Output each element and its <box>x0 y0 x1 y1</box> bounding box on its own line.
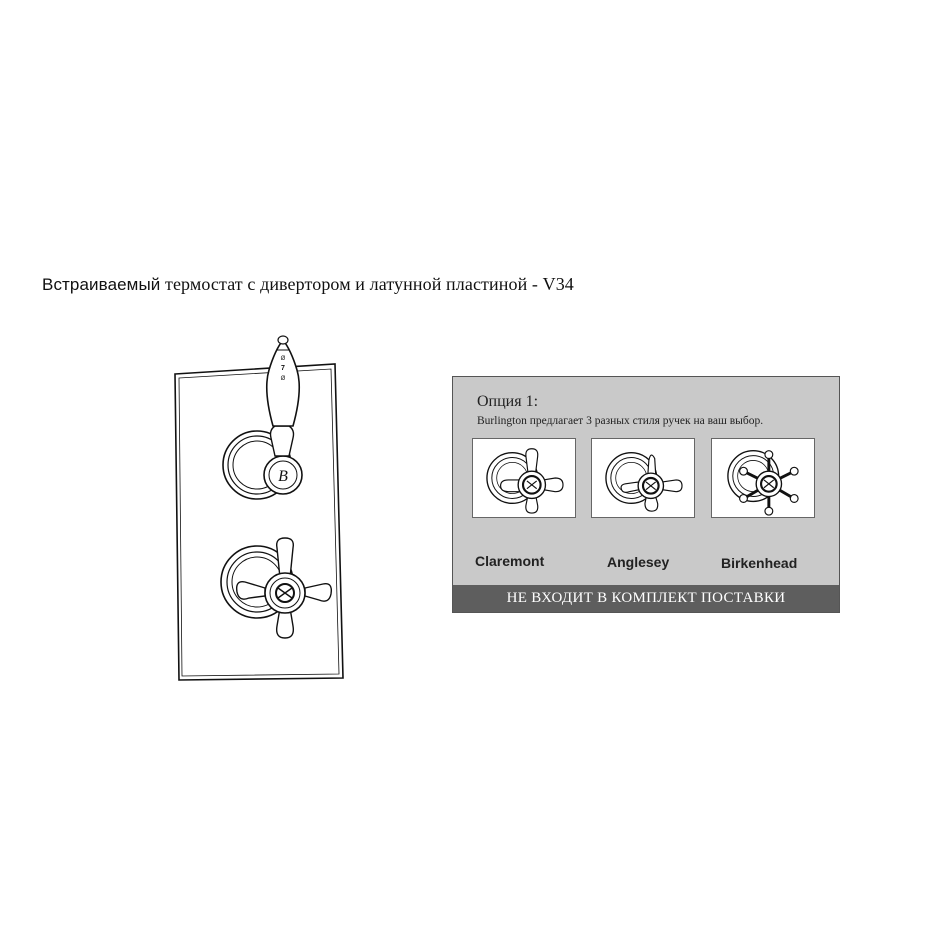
handle-card-claremont <box>472 438 576 518</box>
lever-monogram: B <box>278 468 288 485</box>
anglesey-handle-icon <box>592 439 694 517</box>
birkenhead-handle-icon <box>712 439 814 517</box>
handle-name-birkenhead: Birkenhead <box>721 555 798 571</box>
handle-name-anglesey: Anglesey <box>607 554 670 570</box>
handle-card-birkenhead <box>711 438 815 518</box>
page-title <box>42 274 574 295</box>
lever-text-3: Ø <box>280 376 286 382</box>
thermostat-valve-icon <box>165 330 355 690</box>
handle-card-anglesey <box>591 438 695 518</box>
not-included-banner: НЕ ВХОДИТ В КОМПЛЕКТ ПОСТАВКИ <box>453 585 839 612</box>
option-description: Burlington предлагает 3 разных стиля ручек на ваш выбор. <box>477 415 764 427</box>
title-part-2: термостат с дивертором и латунной пластиной - V34 <box>160 274 574 294</box>
option-heading: Опция 1: <box>477 393 539 410</box>
claremont-handle-icon <box>473 439 575 517</box>
title-part-1: Встраиваемый <box>42 275 161 294</box>
handle-options-panel <box>452 376 840 613</box>
lever-text-2: 7 <box>281 365 285 372</box>
lever-text-1: Ø <box>280 356 286 362</box>
handle-name-claremont: Claremont <box>475 553 545 569</box>
thermostat-valve-drawing <box>165 330 355 690</box>
brass-plate <box>175 364 343 680</box>
